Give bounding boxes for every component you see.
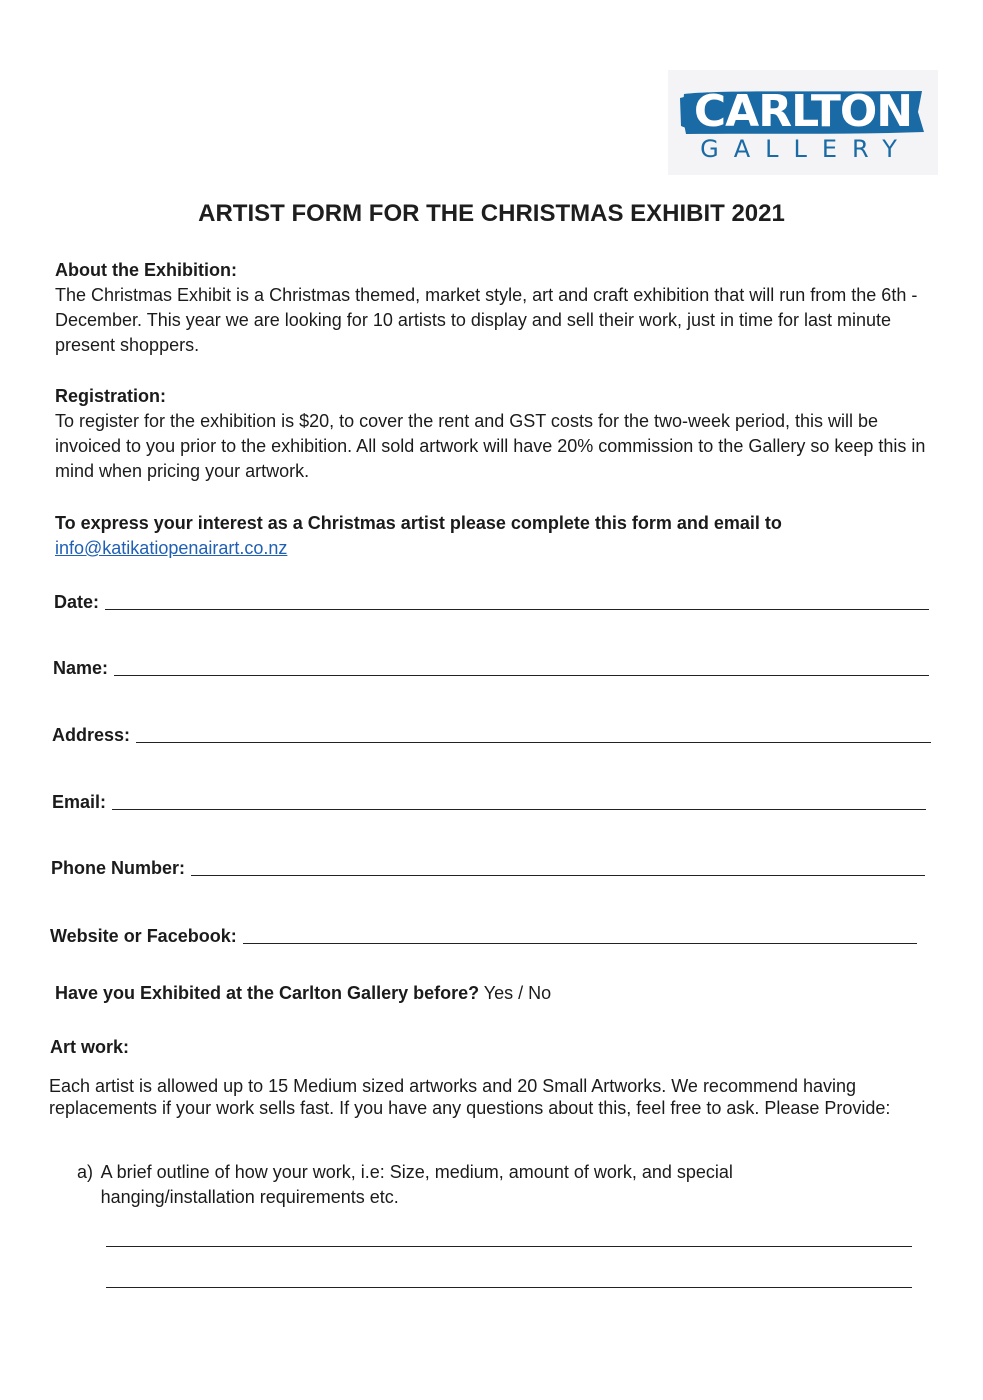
address-label: Address: xyxy=(52,725,131,745)
email-field[interactable] xyxy=(52,792,926,813)
artwork-heading: Art work: xyxy=(50,1037,130,1057)
artwork-text: Each artist is allowed up to 15 Medium sized artworks and 20 Small Artworks. We recommend having replacements if your work sells fast. If you have any questions about this, feel free to ask. Please Provide: xyxy=(49,1076,891,1118)
phone-input-line[interactable] xyxy=(191,874,925,876)
name-field[interactable] xyxy=(53,658,929,679)
artwork-answer-line-1[interactable] xyxy=(106,1246,912,1247)
about-heading: About the Exhibition: xyxy=(55,260,237,280)
about-text: The Christmas Exhibit is a Christmas themed, market style, art and craft exhibition that will run from the 6th - December. This year we are looking for 10 artists to display and sell their work, just in time for last minute present shoppers. xyxy=(55,285,918,355)
date-field[interactable] xyxy=(54,592,929,613)
phone-field[interactable] xyxy=(51,858,925,879)
registration-section xyxy=(55,384,935,484)
exhibited-before-text: Have you Exhibited at the Carlton Gallery before? xyxy=(55,983,480,1003)
address-input-line[interactable] xyxy=(136,741,931,743)
name-input-line[interactable] xyxy=(114,674,929,676)
item-a-text: A brief outline of how your work, i.e: Size, medium, amount of work, and special hanging/installation requirements etc. xyxy=(100,1162,733,1207)
artwork-heading-block xyxy=(50,1035,930,1060)
website-input-line[interactable] xyxy=(243,942,917,944)
logo-subtitle: GALLERY xyxy=(700,135,912,163)
registration-text: To register for the exhibition is $20, to cover the rent and GST costs for the two-week period, this will be invoiced to you prior to the exhibition. All sold artwork will have 20% commission to the Gallery so keep this in mind when pricing your artwork. xyxy=(55,411,926,481)
website-label: Website or Facebook: xyxy=(50,926,237,946)
about-section xyxy=(55,258,935,358)
yes-no-options[interactable]: Yes / No xyxy=(483,983,552,1003)
date-input-line[interactable] xyxy=(105,608,929,610)
email-input-line[interactable] xyxy=(112,808,926,810)
date-label: Date: xyxy=(54,592,100,612)
phone-label: Phone Number: xyxy=(51,858,186,878)
email-label: Email: xyxy=(52,792,107,812)
name-label: Name: xyxy=(53,658,109,678)
website-field[interactable] xyxy=(50,926,917,947)
artwork-answer-line-2[interactable] xyxy=(106,1287,912,1288)
logo-wordmark: CARLTON xyxy=(693,86,913,137)
contact-email-link[interactable]: info@katikatiopenairart.co.nz xyxy=(55,538,288,558)
artwork-section xyxy=(49,1075,899,1119)
interest-section xyxy=(55,511,935,561)
exhibited-before-question xyxy=(55,983,551,1004)
item-a-marker: a) xyxy=(77,1162,94,1182)
carlton-gallery-logo xyxy=(668,70,938,175)
address-field[interactable] xyxy=(52,725,931,746)
form-title: ARTIST FORM FOR THE CHRISTMAS EXHIBIT 2021 xyxy=(198,200,785,227)
artwork-item-a xyxy=(77,1160,837,1210)
interest-text: To express your interest as a Christmas artist please complete this form and email to xyxy=(55,513,782,533)
registration-heading: Registration: xyxy=(55,386,167,406)
